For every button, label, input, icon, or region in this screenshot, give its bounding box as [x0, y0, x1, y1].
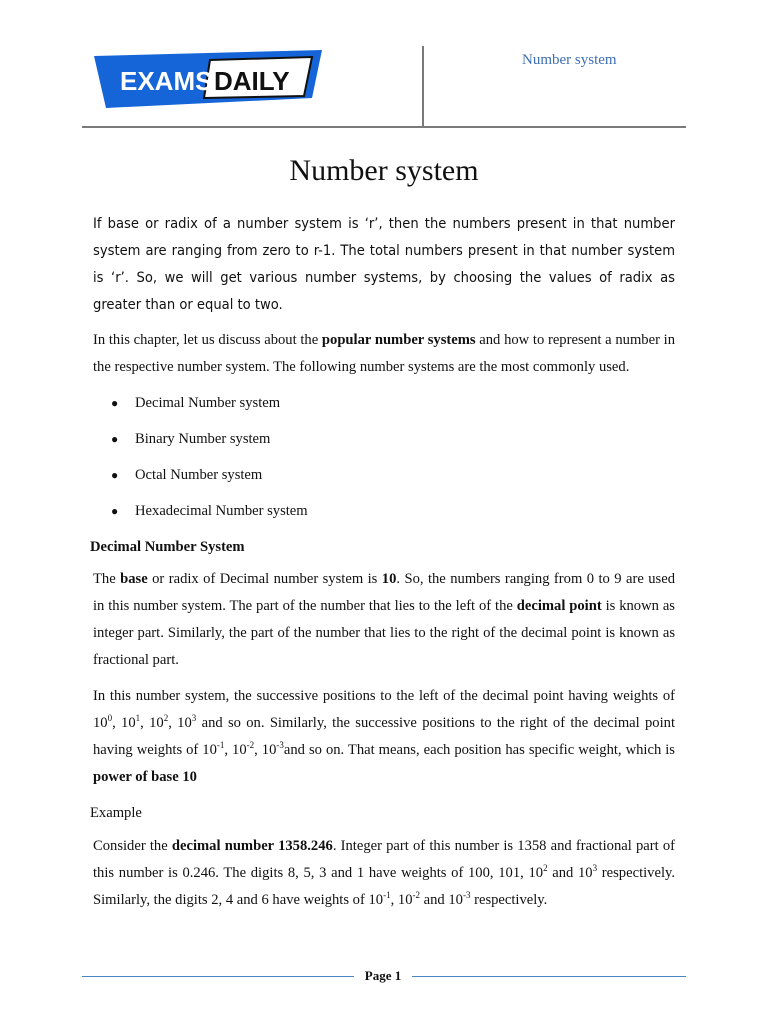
decimal-paragraph-2: In this number system, the successive positions to the left of the decimal point having weights of $10^0$, $10^1$, $10^2$, $10^3$ and so on. Similarly, the successive positions to the right of the decimal point having weights of $10^{-1}$, $10^{-2}$, $10^{-3}and$ so on. That means, each position has specific weight, which is power of base 10: [93, 688, 676, 785]
chapter-paragraph: In this chapter, let us discuss about the popular number systems and how to represent a number in the respective number system. The following number systems are the most commonly used.: [93, 332, 675, 375]
header-divider: [422, 46, 424, 128]
power-of-base-term: power of base 10: [93, 769, 197, 785]
footer-rule-right: [412, 976, 686, 977]
list-item: ● Binary Number system: [93, 426, 675, 462]
logo-word-daily: DAILY: [214, 66, 290, 96]
list-item: ● Octal Number system: [93, 462, 675, 498]
decimal-paragraph-1: The base or radix of Decimal number system is 10. So, the numbers ranging from 0 to 9 are used in this number system. The part of the number that lies to the left of the decimal point is known as integer part. Similarly, the part of the number that lies to the right of the decimal point is known as fractional part.: [93, 571, 675, 668]
list-item: ● Hexadecimal Number system: [93, 498, 675, 534]
exams-daily-logo: [90, 46, 330, 118]
header-rule: [82, 126, 686, 128]
bullet-icon: ●: [111, 432, 119, 446]
example-paragraph: Consider the decimal number 1358.246. Integer part of this number is 1358 and fractional part of this number is 0.246. The digits 8, 5, 3 and 1 have weights of 100, 101, $10^2$ and $10^3$ respectively. Similarly, the digits 2, 4 and 6 have weights of $10^{-1}$, $10^{-2}$ and $10^{-3}$ respectively.: [93, 838, 675, 908]
header-title: Number system: [522, 52, 617, 68]
decimal-section-heading: Decimal Number System: [90, 539, 245, 555]
bullet-icon: ●: [111, 468, 119, 482]
page-footer: [82, 964, 686, 990]
popular-number-systems-term: popular number systems: [321, 332, 476, 348]
page-title: Number system: [289, 154, 479, 187]
number-systems-list: [93, 390, 675, 534]
bullet-icon: ●: [111, 504, 119, 518]
list-item: ● Decimal Number system: [93, 390, 675, 426]
bullet-icon: ●: [111, 396, 119, 410]
logo-word-exams: EXAMS: [120, 66, 213, 96]
example-label: Example: [90, 805, 142, 821]
page-number: Page 1: [364, 968, 402, 983]
intro-paragraph: If base or radix of a number system is ‘r’, then the numbers present in that number system are ranging from zero to r-1. The total numbers present in that number system is ‘r’. So, we will get various number systems, by choosing the values of radix as greater than or equal to two.: [93, 215, 675, 313]
document-body: [90, 210, 676, 923]
page-header: [0, 0, 768, 130]
footer-rule-left: [82, 976, 354, 977]
